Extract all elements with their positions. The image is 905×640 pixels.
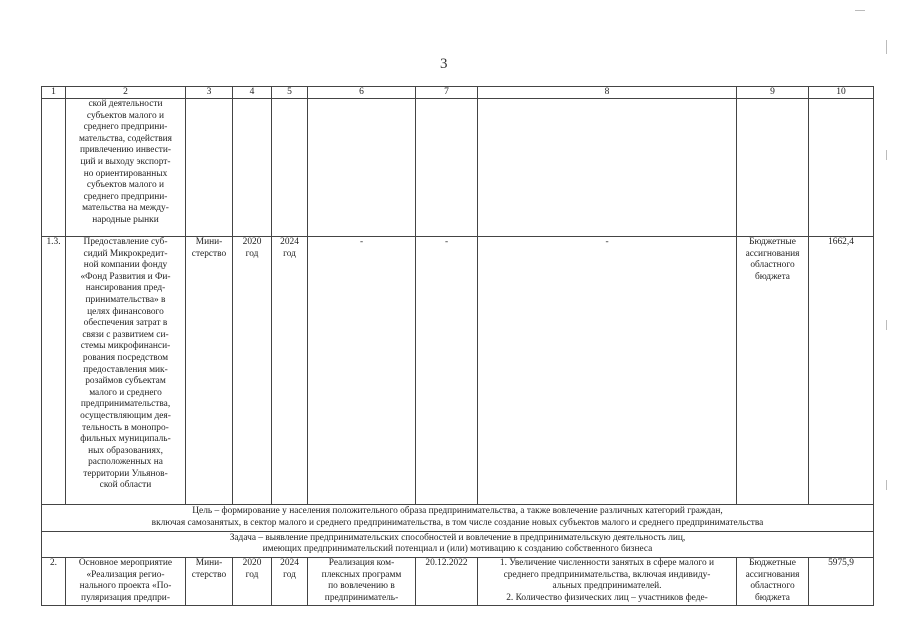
result-line: плексных программ bbox=[321, 569, 402, 580]
measure-name-line: мательства на между- bbox=[82, 203, 169, 214]
goal-row bbox=[42, 505, 874, 532]
source-line: ассигнования bbox=[745, 569, 800, 580]
goal-line: Цель – формирование у населения положительного образа предпринимательства, а также вовлечение различных категорий граждан, bbox=[192, 506, 723, 516]
measure-name-line: осуществляющим дея- bbox=[80, 410, 171, 421]
measure-name-line: расположенных на bbox=[88, 457, 163, 468]
measure-name-line: малого и среднего bbox=[89, 387, 162, 398]
amount-cell: 1662,4 bbox=[809, 237, 874, 505]
table-row-continuation bbox=[42, 99, 874, 237]
measure-name-line: принимательства» в bbox=[85, 294, 166, 305]
goal-line: включая самозанятых, в сектор малого и среднего предпринимательства, в том числе создание новых субъектов малого и среднего предпринимательства bbox=[151, 517, 764, 528]
end-line: 2024 bbox=[280, 237, 299, 247]
measure-name-line: ций и выходу экспорт- bbox=[80, 156, 171, 167]
row-number-cell: 2. bbox=[42, 558, 66, 606]
measure-name-line: Предоставление суб- bbox=[83, 237, 168, 247]
measure-name-line: ской области bbox=[99, 480, 152, 491]
measure-name-line: целях финансового bbox=[87, 306, 164, 317]
task-line: Задача – выявление предпринимательских способностей и вовлечение в предпринимательскую деятельность лиц, bbox=[229, 532, 686, 543]
executor-line: стерство bbox=[191, 248, 227, 259]
column-header: 6 bbox=[308, 87, 416, 99]
column-header: 4 bbox=[233, 87, 272, 99]
measure-name-line: пуляризация предпри- bbox=[81, 592, 170, 603]
measure-name-line: обеспечения затрат в bbox=[83, 318, 168, 329]
table-row-2 bbox=[42, 558, 874, 606]
indicator-line: среднего предпринимательства, включая индивиду- bbox=[503, 569, 711, 580]
executor-line: стерство bbox=[191, 569, 227, 580]
row-number-cell bbox=[42, 99, 66, 237]
scan-edge-mark bbox=[886, 320, 887, 330]
measure-name-line: среднего предприни- bbox=[83, 122, 168, 133]
task-cell bbox=[42, 531, 874, 558]
source-cell bbox=[737, 558, 809, 606]
date-cell bbox=[416, 99, 478, 237]
executor-cell bbox=[186, 99, 233, 237]
indicator-cell bbox=[478, 99, 737, 237]
column-header: 9 bbox=[737, 87, 809, 99]
row-number-cell: 1.3. bbox=[42, 237, 66, 505]
indicator-cell bbox=[478, 558, 737, 606]
result-cell bbox=[308, 558, 416, 606]
scan-edge-mark bbox=[886, 150, 887, 160]
column-header: 2 bbox=[66, 87, 186, 99]
date-cell: - bbox=[416, 237, 478, 505]
measure-name-line: субъектов малого и bbox=[86, 180, 165, 191]
table-row-1-3 bbox=[42, 237, 874, 505]
date-cell: 20.12.2022 bbox=[416, 558, 478, 606]
start-cell bbox=[233, 237, 272, 505]
column-header: 1 bbox=[42, 87, 66, 99]
measure-name-line: тельность в монопро- bbox=[82, 422, 169, 433]
end-cell bbox=[272, 237, 308, 505]
measure-name-cell bbox=[66, 99, 186, 237]
source-line: ассигнования bbox=[745, 248, 800, 259]
measure-name-line: нансирования пред- bbox=[85, 283, 166, 294]
result-line: Реализация ком- bbox=[328, 558, 395, 569]
measure-name-line: народные рынки bbox=[92, 214, 159, 225]
indicator-line: альных предпринимателей. bbox=[552, 581, 662, 592]
end-line: год bbox=[283, 248, 296, 259]
result-cell bbox=[308, 99, 416, 237]
start-cell bbox=[233, 99, 272, 237]
measure-name-line: ской деятельности bbox=[88, 99, 163, 109]
end-line: год bbox=[283, 569, 296, 580]
executor-line: Мини- bbox=[195, 558, 223, 569]
executor-line: Мини- bbox=[195, 237, 223, 247]
measure-name-line: Основное мероприятие bbox=[78, 558, 173, 569]
amount-cell bbox=[809, 99, 874, 237]
result-cell: - bbox=[308, 237, 416, 505]
measure-name-line: связи с развитием си- bbox=[82, 329, 169, 340]
measure-name-line: фильных муниципаль- bbox=[80, 434, 171, 445]
measure-name-line: субъектов малого и bbox=[86, 110, 165, 121]
end-line: 2024 bbox=[280, 558, 299, 569]
column-header: 7 bbox=[416, 87, 478, 99]
measure-name-line: сидий Микрокредит- bbox=[83, 248, 168, 259]
start-cell bbox=[233, 558, 272, 606]
source-line: бюджета bbox=[755, 271, 790, 282]
measure-name-line: предпринимательства, bbox=[80, 399, 171, 410]
result-line: предприниматель- bbox=[324, 592, 399, 603]
source-line: бюджета bbox=[755, 592, 790, 603]
measure-name-line: мательства, содействия bbox=[79, 133, 172, 144]
result-line: по вовлечению в bbox=[328, 581, 395, 592]
measure-name-line: среднего предприни- bbox=[83, 191, 168, 202]
column-header: 3 bbox=[186, 87, 233, 99]
measure-name-cell bbox=[66, 237, 186, 505]
task-line: имеющих предпринимательский потенциал и (или) мотивацию к созданию собственного бизнеса bbox=[262, 544, 653, 555]
start-line: год bbox=[245, 248, 259, 259]
measure-name-line: розаймов субъектам bbox=[85, 376, 166, 387]
task-row bbox=[42, 531, 874, 558]
measure-name-line: предоставления мик- bbox=[83, 364, 168, 375]
measure-name-line: «Реализация регио- bbox=[86, 569, 165, 580]
source-line: областного bbox=[750, 581, 795, 592]
measure-name-line: но ориентированных bbox=[83, 168, 168, 179]
measure-name-line: «Фонд Развития и Фи- bbox=[80, 271, 171, 282]
source-cell bbox=[737, 99, 809, 237]
measure-name-line: ных образованиях, bbox=[88, 445, 163, 456]
amount-cell: 5975,9 bbox=[809, 558, 874, 606]
source-line: Бюджетные bbox=[749, 237, 796, 247]
executor-cell bbox=[186, 558, 233, 606]
measure-name-line: нального проекта «По- bbox=[79, 581, 172, 592]
column-header: 8 bbox=[478, 87, 737, 99]
measure-name-cell bbox=[66, 558, 186, 606]
measure-name-line: территории Ульянов- bbox=[83, 468, 168, 479]
indicator-cell: - bbox=[478, 237, 737, 505]
start-line: 2020 bbox=[242, 237, 262, 247]
source-line: Бюджетные bbox=[749, 558, 796, 569]
measure-name-line: привлечению инвести- bbox=[79, 145, 172, 156]
measure-name-line: стемы микрофинанси- bbox=[80, 341, 171, 352]
scan-edge-mark bbox=[886, 40, 887, 54]
indicator-line: 1. Увеличение численности занятых в сфере малого и bbox=[499, 558, 715, 569]
source-line: областного bbox=[750, 260, 795, 271]
end-cell bbox=[272, 99, 308, 237]
indicator-line: 2. Количество физических лиц – участников феде- bbox=[506, 592, 708, 603]
start-line: год bbox=[245, 569, 259, 580]
start-line: 2020 bbox=[242, 558, 262, 569]
measure-name-line: рования посредством bbox=[82, 352, 169, 363]
end-cell bbox=[272, 558, 308, 606]
column-header-row bbox=[42, 87, 874, 99]
executor-cell bbox=[186, 237, 233, 505]
page-number: 3 bbox=[440, 56, 448, 72]
measures-table bbox=[41, 86, 874, 606]
column-header: 10 bbox=[809, 87, 874, 99]
column-header: 5 bbox=[272, 87, 308, 99]
goal-cell bbox=[42, 505, 874, 532]
scan-edge-mark bbox=[855, 10, 865, 11]
measure-name-line: ной компании фонду bbox=[83, 260, 168, 271]
scan-edge-mark bbox=[886, 480, 887, 490]
source-cell bbox=[737, 237, 809, 505]
